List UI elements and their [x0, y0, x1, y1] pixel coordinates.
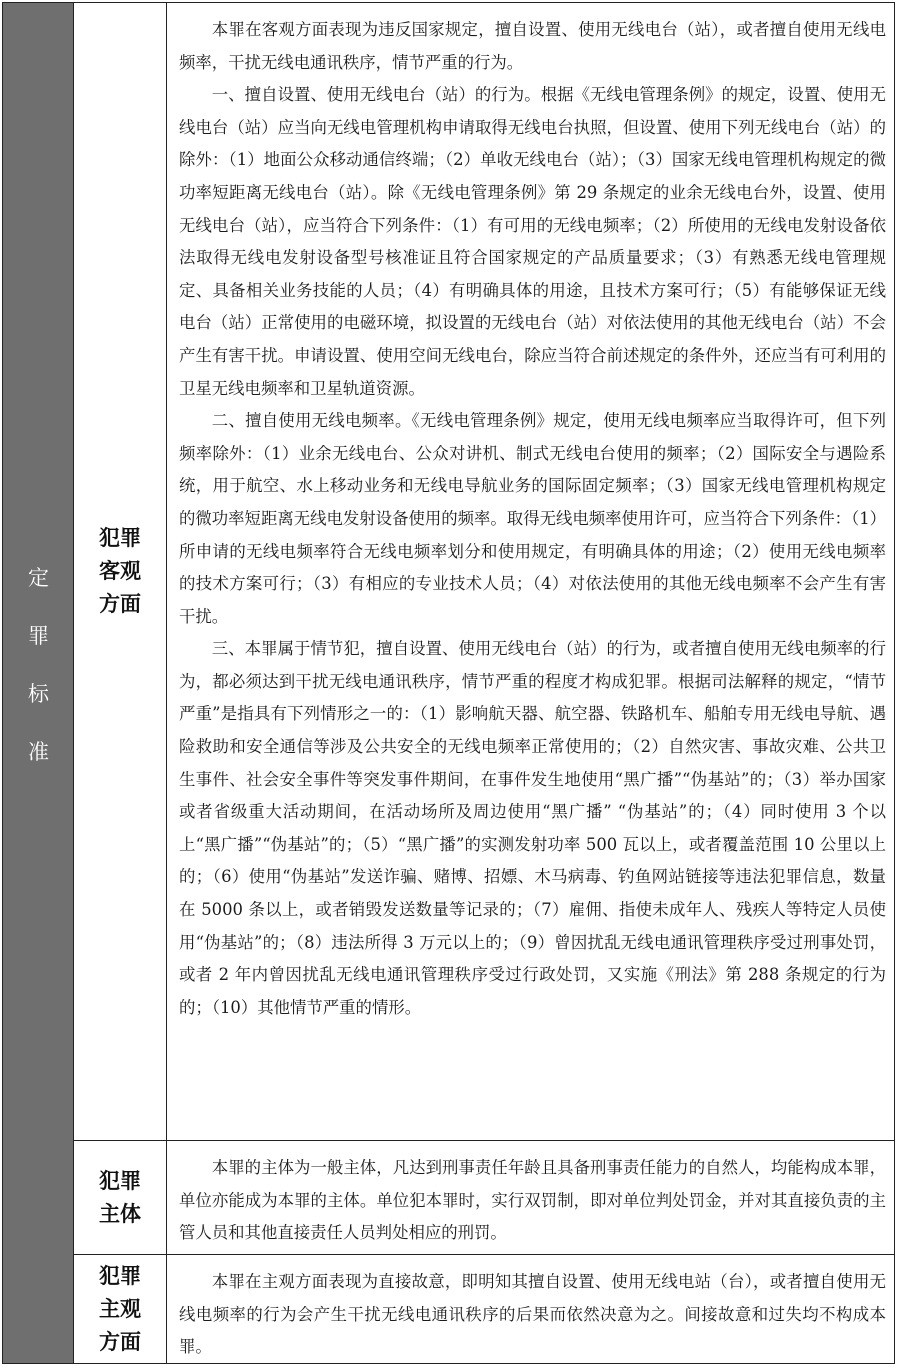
sidebar-char: 标	[28, 682, 49, 706]
criminal-standard-table	[2, 2, 895, 1364]
row-label-cell	[74, 3, 167, 1140]
paragraph-subjective: 本罪在主观方面表现为直接故意，即明知其擅自设置、使用无线电站（台），或者擅自使用无线电频率的行为会产生干扰无线电通讯秩序的后果而依然决意为之。间接故意和过失均不构成本罪。	[179, 1272, 886, 1357]
paragraph-section-3: 三、本罪属于情节犯，擅自设置、使用无线电台（站）的行为，或者擅自使用无线电频率的行为，都必须达到干扰无线电通讯秩序，情节严重的程度才构成犯罪。根据司法解释的规定，“情节严重”是指具有下列情形之一的：（1）影响航天器、航空器、铁路机车、船舶专用无线电导航、遇险救助和安全通信等涉及公共安全的无线电频率正常使用的；（2）自然灾害、事故灾难、公共卫生事件、社会安全事件等突发事件期间，在事件发生地使用“黑广播”“伪基站”的；（3）举办国家或者省级重大活动期间，在活动场所及周边使用“黑广播” “伪基站”的；（4）同时使用 3 个以上“黑广播”“伪基站”的；（5）“黑广播”的实测发射功率 500 瓦以上，或者覆盖范围 10 公里以上的；（6）使用“伪基站”发送诈骗、赌博、招嫖、木马病毒、钓鱼网站链接等违法犯罪信息，数量在 5000 条以上，或者销毁发送数量等记录的；（7）雇佣、指使未成年人、残疾人等特定人员使用“伪基站”的；（8）违法所得 3 万元以上的；（9）曾因扰乱无线电通讯管理秩序受过刑事处罚，或者 2 年内曾因扰乱无线电通讯管理秩序受过行政处罚，又实施《刑法》第 288 条规定的行为的；（10）其他情节严重的情形。	[179, 639, 886, 1017]
row-label-subjective-aspect: 犯罪主观方面	[99, 1263, 141, 1354]
sidebar-char: 准	[28, 740, 49, 764]
sidebar-vertical-label	[3, 568, 74, 800]
row-content-subjective-aspect	[167, 1255, 894, 1363]
row-label-cell	[74, 1255, 167, 1363]
row-criminal-subject	[74, 1141, 894, 1255]
row-subjective-aspect	[74, 1255, 894, 1363]
paragraph-subject: 本罪的主体为一般主体，凡达到刑事责任年龄且具备刑事责任能力的自然人，均能构成本罪，单位亦能成为本罪的主体。单位犯本罪时，实行双罚制，即对单位判处罚金，并对其直接负责的主管人员和其他直接责任人员判处相应的刑罚。	[179, 1158, 886, 1243]
row-label-objective-aspect: 犯罪客观方面	[99, 526, 141, 616]
row-content-objective-aspect	[167, 3, 894, 1140]
sidebar-char: 定	[28, 566, 49, 590]
sidebar-conviction-standard	[3, 3, 74, 1363]
row-content-criminal-subject	[167, 1141, 894, 1254]
paragraph-section-2: 二、擅自使用无线电频率。《无线电管理条例》规定，使用无线电频率应当取得许可，但下列频率除外：（1）业余无线电台、公众对讲机、制式无线电台使用的频率；（2）国际安全与遇险系统，用于航空、水上移动业务和无线电导航业务的国际固定频率；（3）国家无线电管理机构规定的微功率短距离无线电发射设备使用的频率。取得无线电频率使用许可，应当符合下列条件：（1）所申请的无线电频率符合无线电频率划分和使用规定，有明确具体的用途；（2）使用无线电频率的技术方案可行；（3）有相应的专业技术人员；（4）对依法使用的其他无线电频率不会产生有害干扰。	[179, 411, 887, 626]
paragraph-intro: 本罪在客观方面表现为违反国家规定，擅自设置、使用无线电台（站），或者擅自使用无线电频率，干扰无线电通讯秩序，情节严重的行为。	[179, 20, 886, 72]
row-label-criminal-subject: 犯罪主体	[99, 1168, 141, 1226]
sidebar-char: 罪	[28, 624, 49, 648]
row-label-cell	[74, 1141, 167, 1254]
paragraph-section-1: 一、擅自设置、使用无线电台（站）的行为。根据《无线电管理条例》的规定，设置、使用无线电台（站）应当向无线电管理机构申请取得无线电台执照，但设置、使用下列无线电台（站）的除外：（1）地面公众移动通信终端；（2）单收无线电台（站）；（3）国家无线电管理机构规定的微功率短距离无线电台（站）。除《无线电管理条例》第 29 条规定的业余无线电台外，设置、使用无线电台（站），应当符合下列条件：（1）有可用的无线电频率；（2）所使用的无线电发射设备依法取得无线电发射设备型号核准证且符合国家规定的产品质量要求；（3）有熟悉无线电管理规定、具备相关业务技能的人员；（4）有明确具体的用途，且技术方案可行；（5）有能够保证无线电台（站）正常使用的电磁环境，拟设置的无线电台（站）对依法使用的其他无线电台（站）不会产生有害干扰。申请设置、使用空间无线电台，除应当符合前述规定的条件外，还应当有可利用的卫星无线电频率和卫星轨道资源。	[179, 85, 886, 398]
row-objective-aspect	[74, 3, 894, 1141]
